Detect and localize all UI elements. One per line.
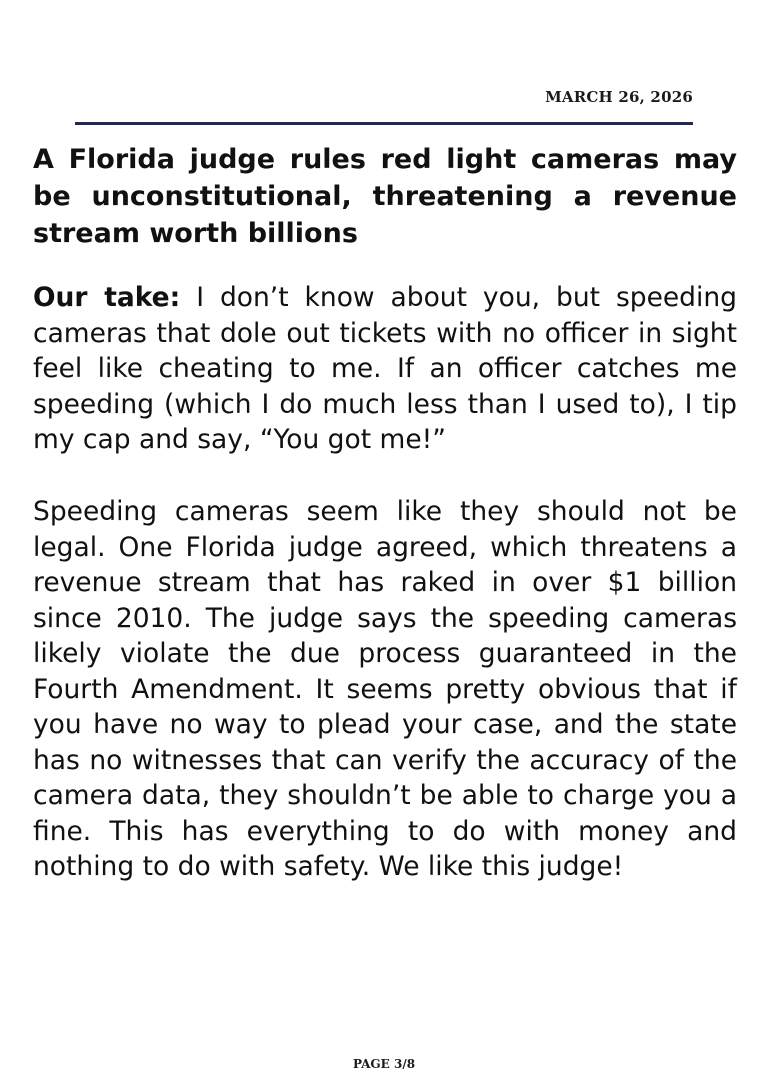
article-headline: A Florida judge rules red light cameras may be unconstitutional, threatening a revenue stream worth billions	[33, 144, 737, 249]
article-body-paragraph: Speeding cameras seem like they should not be legal. One Florida judge agreed, which threatens a revenue stream that has raked in over $1 billion since 2010. The judge says the speeding cameras likely violate the due process guaranteed in the Fourth Amendment. It seems pretty obvious that if you have no way to plead your case, and the state has no witnesses that can verify the accuracy of the camera data, they shouldn’t be able to charge you a fine. This has everything to do with money and nothing to do with safety. We like this judge!	[33, 496, 737, 882]
our-take-paragraph	[33, 280, 737, 458]
page-number: PAGE 3/8	[352, 1057, 416, 1071]
header-divider	[75, 122, 693, 125]
our-take-text: I don’t know about you, but speeding cameras that dole out tickets with no officer in sight feel like cheating to me. If an officer catches me speeding (which I do much less than I used to), I tip my cap and say, “You got me!”	[33, 282, 737, 455]
publication-date: MARCH 26, 2026	[545, 88, 693, 106]
our-take-label: Our take:	[33, 282, 181, 313]
